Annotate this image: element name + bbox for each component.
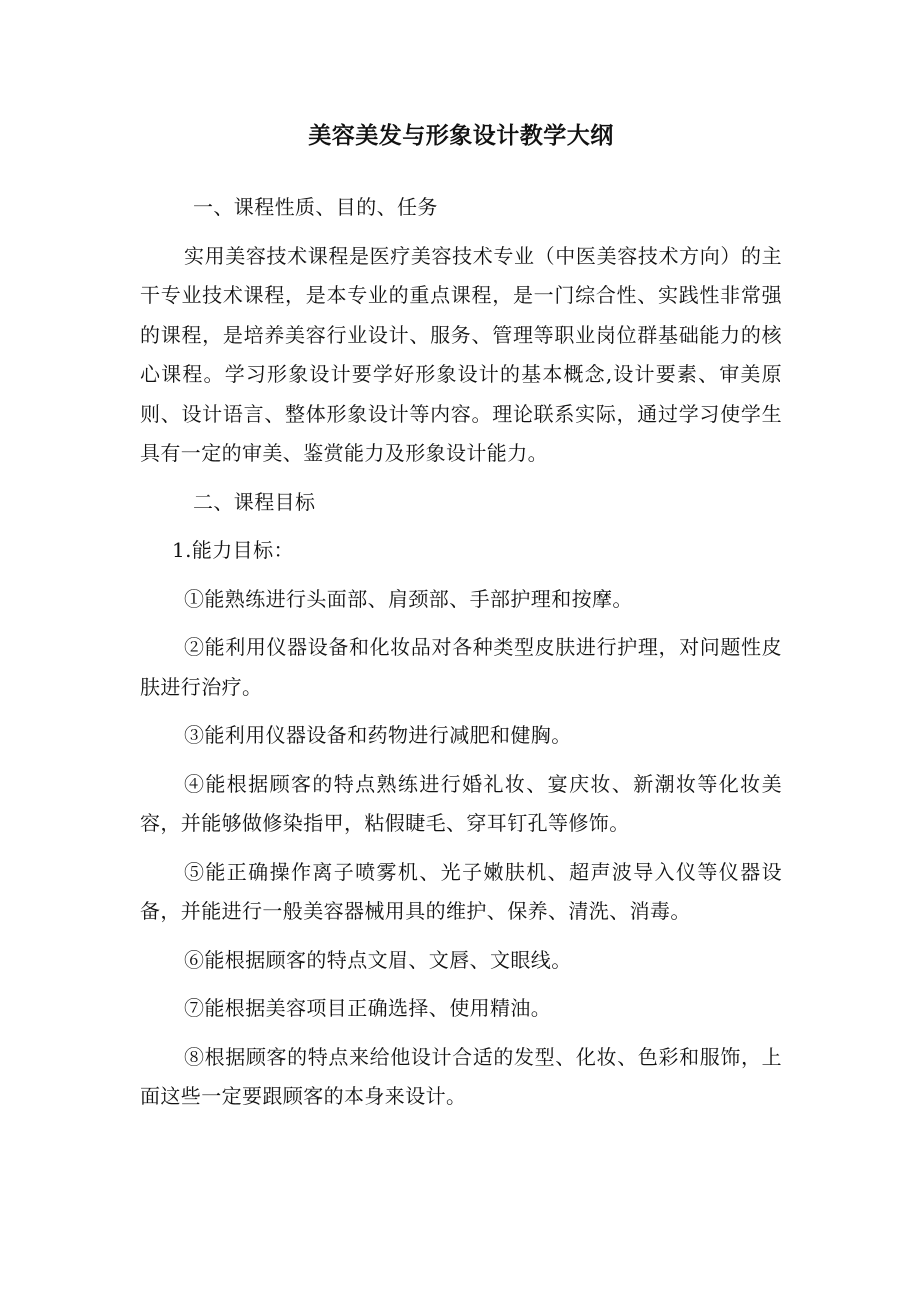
paragraph-course-description: 实用美容技术课程是医疗美容技术专业（中医美容技术方向）的主干专业技术课程，是本专业的重点课程，是一门综合性、实践性非常强的课程，是培养美容行业设计、服务、管理等职业岗位群基础能力的核心课程。学习形象设计要学好形象设计的基本概念,设计要素、审美原则、设计语言、整体形象设计等内容。理论联系实际，通过学习使学生具有一定的审美、鉴赏能力及形象设计能力。 [140,243,782,465]
goal-item: ⑦能根据美容项目正确选择、使用精油。 [184,996,552,1020]
goal-item: ②能利用仪器设备和化妆品对各种类型皮肤进行护理，对问题性皮肤进行治疗。 [140,635,782,699]
goal-item: ③能利用仪器设备和药物进行减肥和健胸。 [184,723,572,747]
goal-item: ⑧根据顾客的特点来给他设计合适的发型、化妆、色彩和服饰，上面这些一定要跟顾客的本身来设计。 [140,1044,782,1108]
section-heading-nature: 一、课程性质、目的、任务 [193,195,438,219]
document-body [140,118,782,1126]
goal-item: ⑥能根据顾客的特点文眉、文唇、文眼线。 [184,947,572,972]
document-title: 美容美发与形象设计教学大纲 [308,122,614,149]
goal-item: ⑤能正确操作离子喷雾机、光子嫩肤机、超声波导入仪等仪器设备，并能进行一般美容器械用具的维护、保养、清洗、消毒。 [140,859,782,923]
subheading-ability-goals: 1.能力目标： [172,538,294,562]
goal-item: ④能根据顾客的特点熟练进行婚礼妆、宴庆妆、新潮妆等化妆美容，并能够做修染指甲，粘假睫毛、穿耳钉孔等修饰。 [140,771,782,835]
section-heading-goals: 二、课程目标 [193,489,316,514]
goal-item: ①能熟练进行头面部、肩颈部、手部护理和按摩。 [184,586,633,611]
